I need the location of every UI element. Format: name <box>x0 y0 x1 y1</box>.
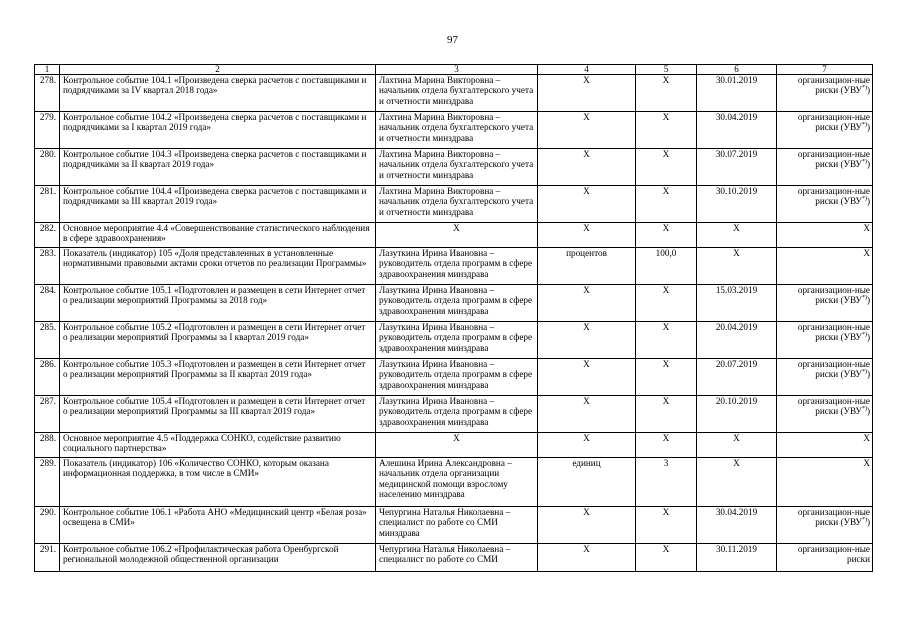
unit-cell: Х <box>538 322 636 359</box>
event-cell: Контрольное событие 104.1 «Произведена сверка расчетов с поставщиками и подрядчиками за IV квартал 2018 года» <box>60 75 376 112</box>
closing-paren: ) <box>866 369 870 380</box>
row-number: 288. <box>35 433 60 458</box>
event-cell: Показатель (индикатор) 105 «Доля представленных в установленные нормативными правовыми актами сроки отчетов по реализации Программы» <box>60 248 376 285</box>
risk-cell: организацион-ные риски (УВУ*)) <box>777 149 873 186</box>
table-row <box>35 359 873 396</box>
closing-paren: ) <box>866 85 870 96</box>
footnote-marker: *) <box>861 295 867 302</box>
value-cell: Х <box>636 322 697 359</box>
table-row <box>35 322 873 359</box>
responsible-cell: Лахтина Марина Викторовна – начальник отдела бухгалтерского учета и отчетности минздрава <box>376 75 538 112</box>
column-header: 2 <box>60 65 376 75</box>
responsible-cell: Чепургина Наталья Николаевна – специалист по работе со СМИ <box>376 544 538 572</box>
table-row <box>35 186 873 223</box>
unit-cell: Х <box>538 507 636 544</box>
risk-cell: организацион-ные риски (УВУ*)) <box>777 186 873 223</box>
unit-cell: Х <box>538 396 636 433</box>
row-number: 291. <box>35 544 60 572</box>
risk-cell: организацион-ные риски (УВУ*)) <box>777 112 873 149</box>
risk-cell: организацион-ные риски (УВУ*)) <box>777 322 873 359</box>
footnote-marker: *) <box>861 517 867 524</box>
responsible-cell: Лахтина Марина Викторовна – начальник отдела бухгалтерского учета и отчетности минздрава <box>376 112 538 149</box>
value-cell: Х <box>636 112 697 149</box>
unit-cell: Х <box>538 149 636 186</box>
date-cell: 30.04.2019 <box>697 507 777 544</box>
closing-paren: ) <box>866 196 870 207</box>
date-cell: Х <box>697 458 777 507</box>
responsible-cell: Алешина Ирина Александровна – начальник отдела организации медицинской помощи взрослому населению минздрава <box>376 458 538 507</box>
column-header: 7 <box>777 65 873 75</box>
responsible-cell: Лазуткина Ирина Ивановна – руководитель отдела программ в сфере здравоохранения минздрава <box>376 248 538 285</box>
unit-cell: Х <box>538 75 636 112</box>
row-number: 284. <box>35 285 60 322</box>
table-row <box>35 223 873 248</box>
event-cell: Контрольное событие 104.2 «Произведена сверка расчетов с поставщиками и подрядчиками за I квартал 2019 года» <box>60 112 376 149</box>
responsible-cell: Лазуткина Ирина Ивановна – руководитель отдела программ в сфере здравоохранения минздрава <box>376 396 538 433</box>
unit-cell: единиц <box>538 458 636 507</box>
row-number: 280. <box>35 149 60 186</box>
row-number: 289. <box>35 458 60 507</box>
event-cell: Основное мероприятие 4.5 «Поддержка СОНКО, содействие развитию социального партнерства» <box>60 433 376 458</box>
row-number: 283. <box>35 248 60 285</box>
responsible-cell: Чепургина Наталья Николаевна – специалист по работе со СМИ минздрава <box>376 507 538 544</box>
closing-paren: ) <box>866 517 870 528</box>
footnote-marker: *) <box>861 196 867 203</box>
unit-cell: процентов <box>538 248 636 285</box>
value-cell: Х <box>636 149 697 186</box>
table-row <box>35 112 873 149</box>
date-cell: 20.10.2019 <box>697 396 777 433</box>
table-row <box>35 433 873 458</box>
table-header-row <box>35 65 873 75</box>
event-cell: Контрольное событие 104.3 «Произведена сверка расчетов с поставщиками и подрядчиками за II квартал 2019 года» <box>60 149 376 186</box>
unit-cell: Х <box>538 112 636 149</box>
value-cell: Х <box>636 359 697 396</box>
event-cell: Контрольное событие 105.2 «Подготовлен и размещен в сети Интернет отчет о реализации мероприятий Программы за I квартал 2019 года» <box>60 322 376 359</box>
risk-cell: Х <box>777 433 873 458</box>
row-number: 282. <box>35 223 60 248</box>
table-row <box>35 285 873 322</box>
footnote-marker: *) <box>861 85 867 92</box>
value-cell: Х <box>636 285 697 322</box>
risk-cell: организацион-ные риски (УВУ*)) <box>777 359 873 396</box>
date-cell: 15.03.2019 <box>697 285 777 322</box>
table-row <box>35 75 873 112</box>
risk-cell: Х <box>777 223 873 248</box>
unit-cell: Х <box>538 223 636 248</box>
responsible-cell: Лахтина Марина Викторовна – начальник отдела бухгалтерского учета и отчетности минздрава <box>376 186 538 223</box>
closing-paren: ) <box>866 159 870 170</box>
date-cell: 20.04.2019 <box>697 322 777 359</box>
risk-cell: Х <box>777 458 873 507</box>
unit-cell: Х <box>538 285 636 322</box>
column-header: 4 <box>538 65 636 75</box>
unit-cell: Х <box>538 433 636 458</box>
risk-cell: организацион-ные риски <box>777 544 873 572</box>
risk-cell: организацион-ные риски (УВУ*)) <box>777 75 873 112</box>
column-header: 6 <box>697 65 777 75</box>
value-cell: Х <box>636 75 697 112</box>
unit-cell: Х <box>538 186 636 223</box>
responsible-cell: Лахтина Марина Викторовна – начальник отдела бухгалтерского учета и отчетности минздрава <box>376 149 538 186</box>
value-cell: Х <box>636 544 697 572</box>
table-row <box>35 458 873 507</box>
date-cell: Х <box>697 248 777 285</box>
date-cell: 30.07.2019 <box>697 149 777 186</box>
date-cell: 20.07.2019 <box>697 359 777 396</box>
risk-cell: Х <box>777 248 873 285</box>
value-cell: Х <box>636 507 697 544</box>
risk-cell: организацион-ные риски (УВУ*)) <box>777 396 873 433</box>
date-cell: 30.11.2019 <box>697 544 777 572</box>
date-cell: 30.10.2019 <box>697 186 777 223</box>
responsible-cell: Х <box>376 433 538 458</box>
event-cell: Показатель (индикатор) 106 «Количество СОНКО, которым оказана информационная поддержка, в том числе в СМИ» <box>60 458 376 507</box>
responsible-cell: Лазуткина Ирина Ивановна – руководитель отдела программ в сфере здравоохранения минздрава <box>376 285 538 322</box>
row-number: 290. <box>35 507 60 544</box>
event-cell: Контрольное событие 105.4 «Подготовлен и размещен в сети Интернет отчет о реализации мероприятий Программы за III квартал 2019 года» <box>60 396 376 433</box>
event-cell: Основное мероприятие 4.4 «Совершенствование статистического наблюдения в сфере здравоохранения» <box>60 223 376 248</box>
responsible-cell: Х <box>376 223 538 248</box>
date-cell: 30.04.2019 <box>697 112 777 149</box>
footnote-marker: *) <box>861 159 867 166</box>
event-cell: Контрольное событие 106.1 «Работа АНО «Медицинский центр «Белая роза» освещена в СМИ» <box>60 507 376 544</box>
column-header: 3 <box>376 65 538 75</box>
responsible-cell: Лазуткина Ирина Ивановна – руководитель отдела программ в сфере здравоохранения минздрава <box>376 322 538 359</box>
closing-paren: ) <box>866 406 870 417</box>
document-table <box>34 64 873 572</box>
column-header: 5 <box>636 65 697 75</box>
row-number: 279. <box>35 112 60 149</box>
value-cell: 100,0 <box>636 248 697 285</box>
row-number: 285. <box>35 322 60 359</box>
footnote-marker: *) <box>861 369 867 376</box>
unit-cell: Х <box>538 359 636 396</box>
responsible-cell: Лазуткина Ирина Ивановна – руководитель отдела программ в сфере здравоохранения минздрава <box>376 359 538 396</box>
value-cell: Х <box>636 396 697 433</box>
footnote-marker: *) <box>861 332 867 339</box>
value-cell: Х <box>636 223 697 248</box>
event-cell: Контрольное событие 105.1 «Подготовлен и размещен в сети Интернет отчет о реализации мероприятий Программы за 2018 год» <box>60 285 376 322</box>
table-row <box>35 396 873 433</box>
closing-paren: ) <box>866 332 870 343</box>
risk-cell: организацион-ные риски (УВУ*)) <box>777 285 873 322</box>
event-cell: Контрольное событие 106.2 «Профилактическая работа Оренбургской региональной молодежной общественной организации <box>60 544 376 572</box>
page-number: 97 <box>447 34 458 46</box>
value-cell: Х <box>636 186 697 223</box>
risk-cell: организацион-ные риски (УВУ*)) <box>777 507 873 544</box>
closing-paren: ) <box>866 122 870 133</box>
row-number: 287. <box>35 396 60 433</box>
row-number: 281. <box>35 186 60 223</box>
date-cell: 30.01.2019 <box>697 75 777 112</box>
event-cell: Контрольное событие 105.3 «Подготовлен и размещен в сети Интернет отчет о реализации мероприятий Программы за II квартал 2019 года» <box>60 359 376 396</box>
table-row <box>35 507 873 544</box>
table-row <box>35 149 873 186</box>
footnote-marker: *) <box>861 122 867 129</box>
column-header: 1 <box>35 65 60 75</box>
closing-paren: ) <box>866 295 870 306</box>
table-row <box>35 544 873 572</box>
footnote-marker: *) <box>861 406 867 413</box>
unit-cell: Х <box>538 544 636 572</box>
value-cell: 3 <box>636 458 697 507</box>
date-cell: Х <box>697 223 777 248</box>
event-cell: Контрольное событие 104.4 «Произведена сверка расчетов с поставщиками и подрядчиками за III квартал 2019 года» <box>60 186 376 223</box>
row-number: 278. <box>35 75 60 112</box>
date-cell: Х <box>697 433 777 458</box>
value-cell: Х <box>636 433 697 458</box>
table-row <box>35 248 873 285</box>
row-number: 286. <box>35 359 60 396</box>
